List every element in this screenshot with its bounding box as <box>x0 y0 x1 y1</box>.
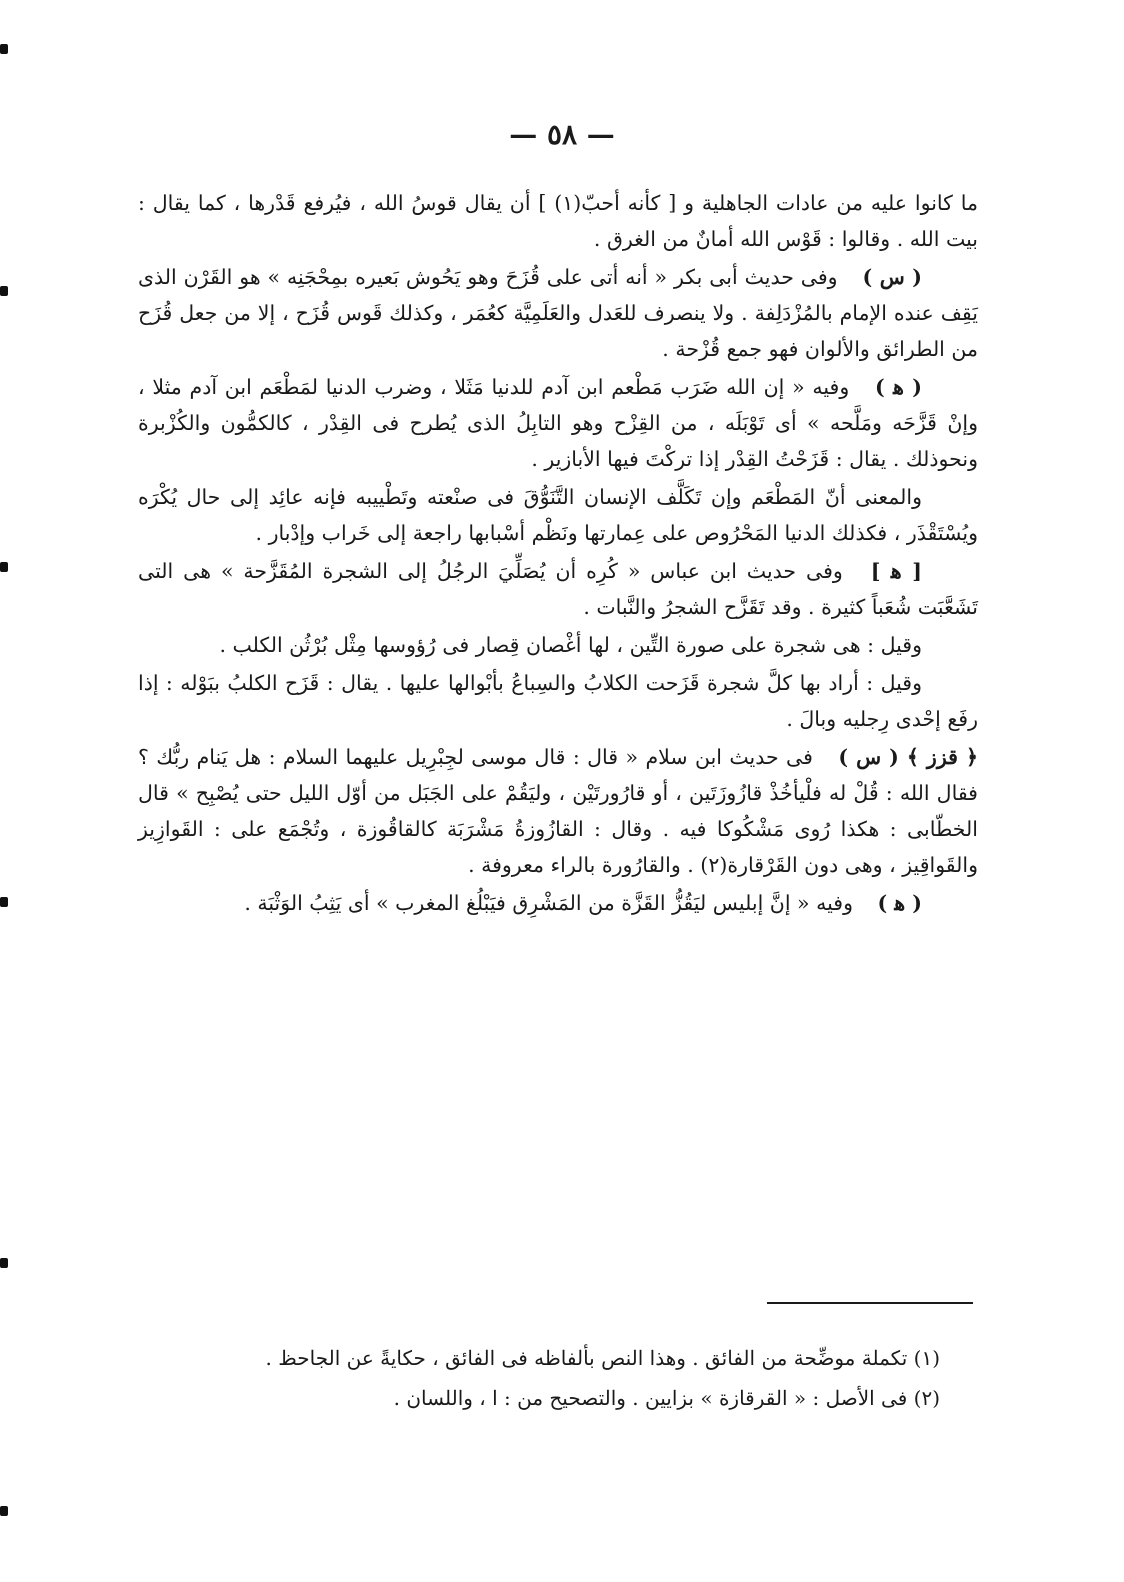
page-number: — ٥٨ — <box>509 118 615 151</box>
entry-heading: ﴿ قزز ﴾ ( س ) <box>838 745 978 769</box>
paragraph-text: وقيل : هى شجرة على صورة التِّين ، لها أغْصان قِصار فى رُؤوسها مِثْل بُرْثُن الكلب . <box>219 633 922 657</box>
scan-edge-mark <box>0 562 8 572</box>
paragraph <box>138 479 978 551</box>
scan-edge-mark <box>0 44 8 54</box>
paragraph-text: وقيل : أراد بها كلَّ شجرة قَزَحت الكلابُ والسِباعُ بأبْوالها عليها . يقال : قَزَح الكلبُ ببَوْله : إذا رفَع إحْدى رِجليه وبالَ . <box>138 671 978 731</box>
paragraph-text: وفيه « إن الله ضَرَب مَطْعم ابن آدم للدنيا مَثَلا ، وضرب الدنيا لمَطْعَم ابن آدم مثلا ، وإنْ قَزَّحَه ومَلَّحه » أى تَوْبَلَه ، من القِزْح وهو التابِلُ الذى يُطرح فى القِدْر ، كالكمُّون والكُزْبرة ونحوذلك . يقال : قَزَحْتُ القِدْر إذا تركْتَ فيها الأبازير . <box>138 375 978 471</box>
paragraph-text: وفى حديث أبى بكر « أنه أتى على قُزَحَ وهو يَحُوش بَعيره بمِحْجَنِه » هو القَرْن الذى يَقِف عنده الإمام بالمُزْدَلِفة . ولا ينصرف للعَدل والعَلَمِيَّة كعُمَر ، وكذلك قَوس قُزَح ، إلا من جعل قُزَح من الطرائق والألوان فهو جمع قُزْحة . <box>138 265 978 361</box>
paragraph <box>138 665 978 737</box>
entry-paragraph <box>138 739 978 883</box>
paragraph <box>138 185 978 257</box>
scan-edge-mark <box>0 1258 8 1268</box>
paragraph <box>138 885 978 921</box>
source-marker: ( ﻫ ) <box>875 375 922 399</box>
paragraph-text: وفى حديث ابن عباس « كُرِه أن يُصَلِّيَ الرجُلُ إلى الشجرة المُقَزَّحة » هى التى تَشَعَّبَت شُعَباً كثيرة . وقد تَقَزَّح الشجرُ والنَّبات . <box>138 559 978 619</box>
paragraph-text: والمعنى أنّ المَطْعَم وإن تَكَلَّف الإنسان التَّنَوُّقَ فى صنْعته وتَطْييبه فإنه عائِد إلى حال يُكْرَه ويُسْتَقْذَر ، فكذلك الدنيا المَحْرُوص على عِمارتها ونَظْم أسْبابها راجعة إلى خَراب وإدْبار . <box>138 485 978 545</box>
paragraph-text: ما كانوا عليه من عادات الجاهلية و [ كأنه أحبّ(١) ] أن يقال قوسُ الله ، فيُرفع قَدْرها ، كما يقال : بيت الله . وقالوا : قَوْس الله أمانٌ من الغرق . <box>138 191 978 251</box>
scan-edge-mark <box>0 897 8 907</box>
paragraph <box>138 553 978 625</box>
footnotes <box>150 1338 940 1418</box>
paragraph-text: فى حديث ابن سلام « قال : قال موسى لجِبْرِيل عليهما السلام : هل يَنام ربُّك ؟ فقال الله : قُلْ له فلْيأخُذْ قازُوزَتَين ، أو قارُورتَيْن ، وليَقُمْ على الجَبَل من أوّل الليل حتى يُصْبِح » قال الخطّابى : هكذا رُوى مَشْكُوكا فيه . وقال : القازُوزةُ مَشْرَبَة كالقاقُوزة ، وتُجْمَع على : القَوازِيز والقَواقِيز ، وهى دون القَرْقارة(٢) . والقارُورة بالراء معروفة . <box>138 745 978 877</box>
paragraph <box>138 259 978 367</box>
footnote: (١) تكملة موضِّحة من الفائق . وهذا النص بألفاظه فى الفائق ، حكايةً عن الجاحظ . <box>265 1346 940 1370</box>
paragraph <box>138 627 978 663</box>
scan-edge-mark <box>0 286 8 296</box>
body-text <box>138 185 978 923</box>
scan-edge-mark <box>0 1506 8 1516</box>
source-marker: ( ﻫ ) <box>877 891 922 915</box>
paragraph-text: وفيه « إنَّ إبليس ليَقُزُّ القَزَّة من المَشْرِق فيَبْلُغ المغرب » أى يَثِبُ الوَثْبَة . <box>244 891 853 915</box>
paragraph <box>138 369 978 477</box>
source-marker: ( س ) <box>862 265 922 289</box>
source-marker: [ ﻫ ] <box>870 559 922 583</box>
footnote: (٢) فى الأصل : « القرقازة » بزايين . والتصحيح من : ا ، واللسان . <box>393 1386 940 1410</box>
footnote-divider <box>767 1302 973 1304</box>
